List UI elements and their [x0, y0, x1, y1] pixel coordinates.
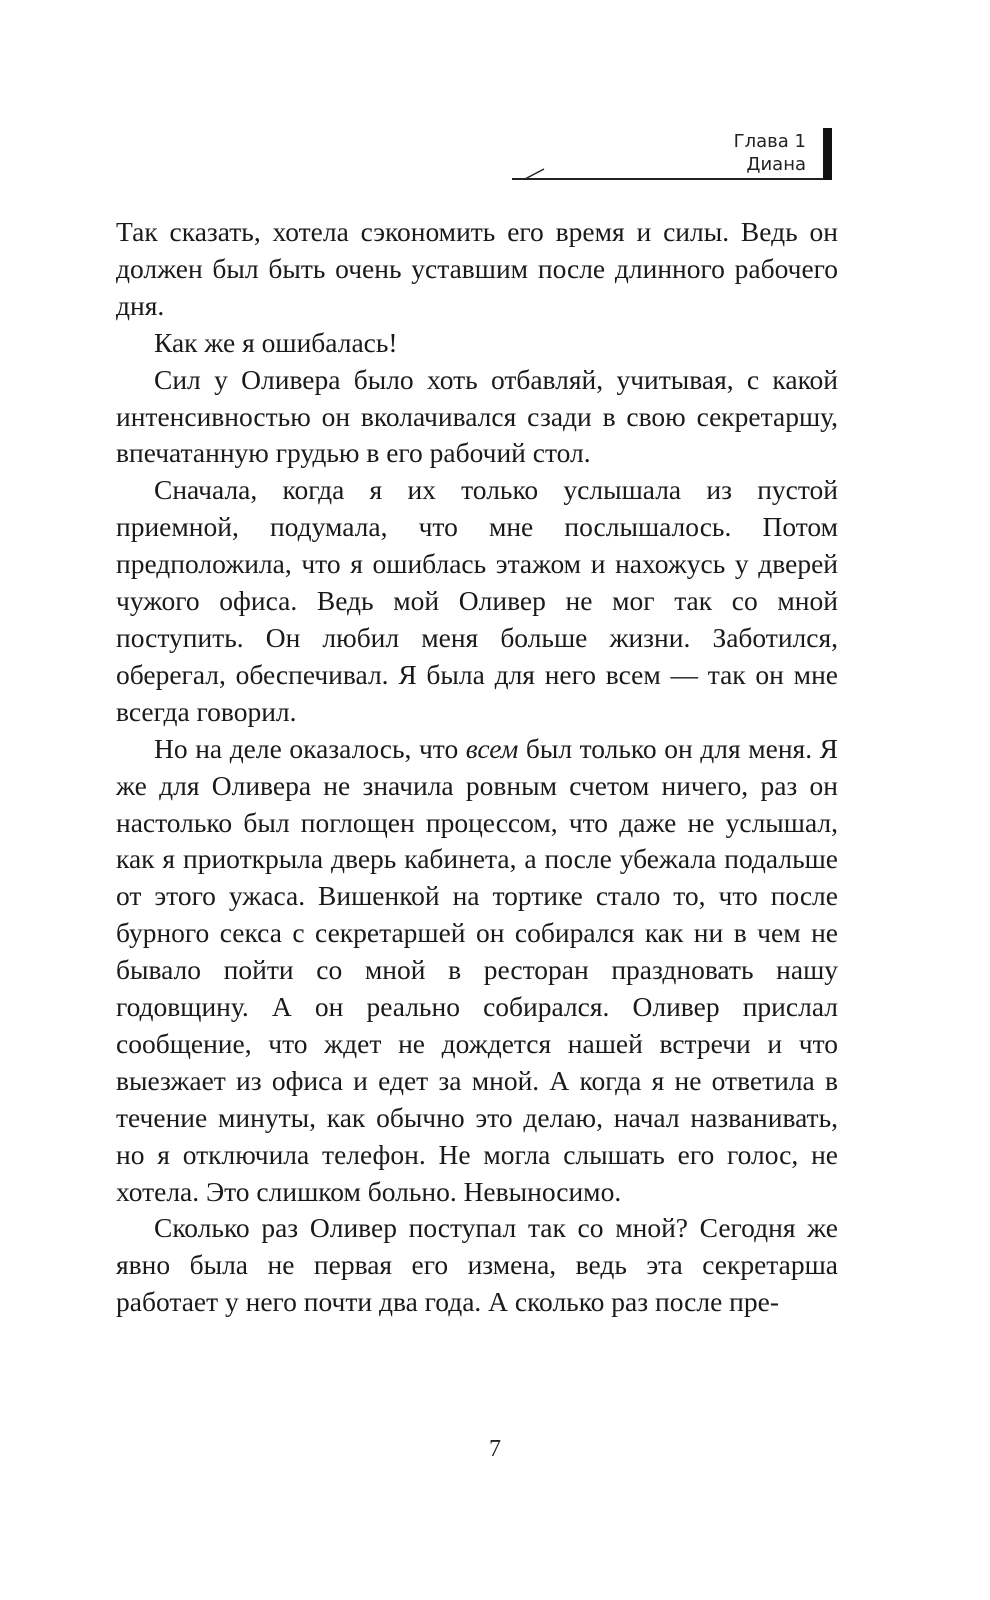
page-number: 7: [489, 1436, 501, 1462]
paragraph-2: Как же я ошибалась!: [154, 326, 398, 358]
paragraph-5-emphasis: всем: [465, 732, 519, 764]
paragraph-5: [116, 731, 838, 1211]
header-rule: [512, 178, 823, 180]
running-header: [512, 128, 832, 182]
chapter-title: Диана: [746, 154, 806, 175]
paragraph-6: Сколько раз Оливер поступал так со мной? Сегодня же явно была не первая его измена, ведь эта секретарша работает у него почти два года. А сколько раз после пре-: [116, 1212, 838, 1318]
chapter-label: Глава 1: [733, 131, 806, 152]
paragraph-3: Сил у Оливера было хоть отбавляй, учитывая, с какой интенсивностью он вколачивался сзади в свою секретаршу, впечатанную грудью в его рабочий стол.: [116, 363, 838, 469]
body-text: [116, 214, 838, 1321]
header-bar: [823, 128, 832, 180]
header-text: [734, 130, 806, 176]
paragraph-1: Так сказать, хотела сэкономить его время и силы. Ведь он должен был быть очень уставшим после длинного рабочего дня.: [116, 216, 838, 321]
paragraph-5-start: Но на деле оказалось, что: [154, 732, 466, 764]
paragraph-5-rest: был только он для меня. Я же для Оливера не значила ровным счетом ничего, раз он настолько был поглощен процессом, что даже не услышал, как я приоткрыла дверь кабинета, а после убежала подальше от этого ужаса. Вишенкой на тортике стало то, что после бурного секса с секретаршей он собирался как ни в чем не бывало пойти со мной в ресторан праздновать нашу годовщину. А он реально собирался. Оливер прислал сообщение, что ждет не дождется нашей встречи и что выезжает из офиса и едет за мной. А когда я не ответила в течение минуты, как обычно это делаю, начал названивать, но я отключила телефон. Не могла слышать его голос, не хотела. Это слишком больно. Невыносимо.: [116, 732, 838, 1207]
paragraph-4: Сначала, когда я их только услышала из пустой приемной, подумала, что мне послышалось. Потом предположила, что я ошиблась этажом и нахожусь у дверей чужого офиса. Ведь мой Оливер не мог так со мной поступить. Он любил меня больше жизни. Заботился, оберегал, обеспечивал. Я была для него всем — так он мне всегда говорил.: [116, 474, 838, 727]
arrow-left-icon: [522, 168, 548, 182]
